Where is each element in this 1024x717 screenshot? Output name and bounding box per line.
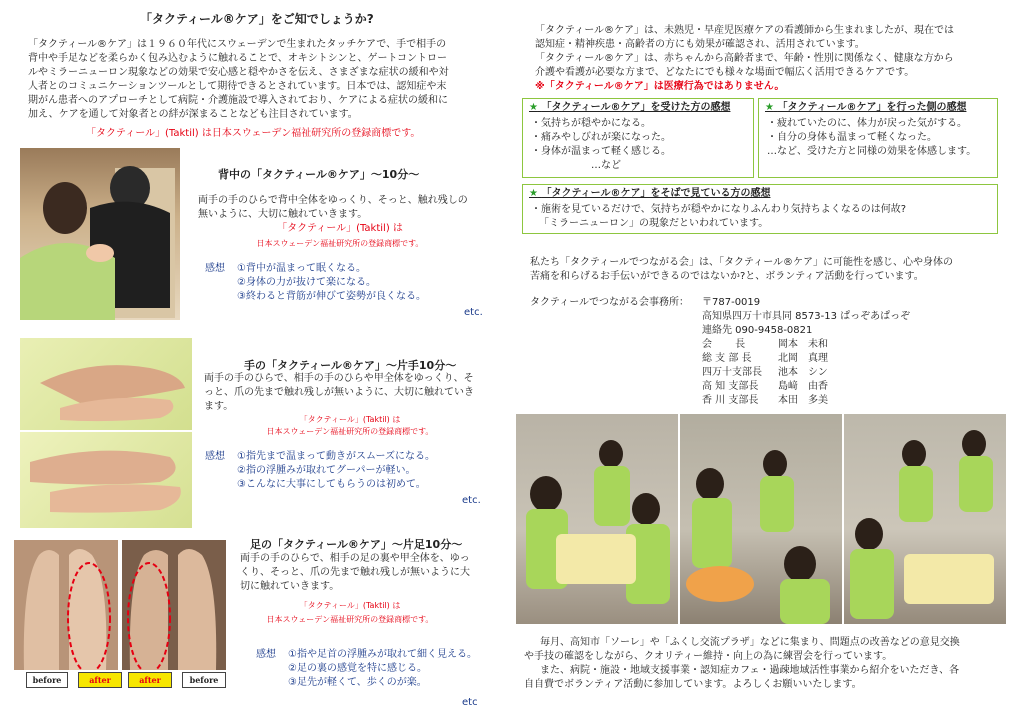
intro-line: ルやミラーニューロン現象などの効果で安心感と穏やかさを伝え、さまざまな症状の緩和や対 [28, 67, 449, 78]
back-impression-label: 感想 [205, 263, 225, 274]
foot-impression-label: 感想 [256, 649, 276, 660]
back-desc-line: 無いように、大切に触れていきます。 [198, 209, 368, 220]
hand-etc: etc. [462, 495, 481, 506]
watched-item: ・施術を見ているだけで、気持ちが穏やかになりふんわり気持ちよくなるのは何故? [531, 204, 907, 215]
activity-paragraph [524, 636, 960, 692]
officer-name: 島﨑 由香 [778, 381, 828, 392]
association-paragraph [530, 256, 953, 284]
officer-name: 池本 シン [778, 367, 828, 378]
officer-role: 会 長 [702, 339, 746, 350]
intro-line: 背中や手足などを柔らかく包み込むように触れることで、オキシトシンと、ゲートコントロー [28, 53, 448, 64]
hand-impression-label: 感想 [205, 451, 225, 462]
officer-row [702, 366, 828, 380]
practice-illustration [844, 414, 1006, 624]
activity-line: や手技の確認をしながら、クオリティー維持・向上の為に練習会を行っています。 [524, 651, 893, 662]
after-label-1: after [78, 672, 122, 688]
foot-desc-line: くり、そっと、爪の先まで触れ残しが無いように大 [240, 567, 470, 578]
intro-line: 加え、ケアを通して対象者との絆が深まることなども注目されています。 [28, 109, 358, 120]
office-line: 連絡先 090-9458-0821 [702, 325, 813, 336]
before-label-1: before [26, 672, 68, 688]
foot-desc-line: 切に触れていきます。 [240, 581, 340, 592]
back-impression: ①背中が温まって眠くなる。 [237, 263, 366, 274]
officer-row [702, 394, 828, 408]
gave-title: 「タクティール®ケア」を行った側の感想 [777, 102, 967, 113]
received-item: ・身体が温まって軽く感じる。 [531, 146, 671, 157]
gave-feedback-box [758, 98, 998, 178]
intro-line: 「タクティール®ケア」は１９６０年代にスウェーデンで生まれたタッチケアで、手で相手の [28, 39, 447, 50]
description-line: 「タクティール®ケア」は、赤ちゃんから高齢者まで、年齢・性別に関係なく、健康な方から [535, 53, 954, 64]
foot-after-photo-2 [122, 540, 226, 670]
office-label: タクティールでつながる会事務所： [530, 297, 689, 308]
watched-feedback-box [522, 184, 998, 234]
received-item: ・痛みやしびれが楽になった。 [531, 132, 671, 143]
star-icon: ★ [529, 188, 538, 199]
star-icon: ★ [529, 102, 538, 113]
hand-desc-line: 両手の手のひらで、相手の手のひらや甲全体をゆっくり、そ [204, 373, 474, 384]
foot-trademark-2: 日本スウェーデン福祉研究所の登録商標です。 [266, 615, 434, 624]
description-line: 「タクティール®ケア」は、未熟児・早産児医療ケアの看護師から生まれましたが、現在では [535, 25, 954, 36]
activity-line: また、病院・施設・地域支援事業・認知症カフェ・過疎地域活性事業から紹介をいただき、各 [540, 665, 960, 676]
officer-name: 岡本 未和 [778, 339, 828, 350]
hand-care-photo-2 [20, 432, 192, 528]
office-address [702, 296, 910, 338]
foot-desc-line: 両手の手のひらで、相手の足の裏や甲全体を、ゆっ [240, 553, 470, 564]
foot-impression: ①指や足首の浮腫みが取れて細く見える。 [288, 649, 477, 660]
hand-desc-line: ます。 [204, 401, 234, 412]
officer-row [702, 338, 828, 352]
association-line: 私たち「タクティールでつながる会」は、「タクティール®ケア」に可能性を感じ、心や身体の [530, 257, 953, 268]
office-line: 高知県四万十市具同 8573-13 ぱっぞあぱっぞ [702, 311, 911, 322]
gave-item: …など、受けた方と同様の効果を体感します。 [767, 146, 977, 157]
back-etc: etc. [464, 307, 483, 318]
foot-impression: ③足先が軽くて、歩くのが楽。 [288, 677, 427, 688]
description-line: 認知症・精神疾患・高齢者の方にも効果が確認され、活用されています。 [535, 39, 865, 50]
hands-illustration [20, 432, 192, 528]
intro-line: 期がん患者へのアプローチとして病院・介護施設で導入されており、ケアによる症状の緩和に [28, 95, 448, 106]
practice-illustration [516, 414, 678, 624]
received-title: 「タクティール®ケア」を受けた方の感想 [541, 102, 731, 113]
hand-impression: ③こんなに大事にしてもらうのは初めて。 [237, 479, 426, 490]
gave-item: ・自分の身体も温まって軽くなった。 [767, 132, 937, 143]
hand-trademark-1: 「タクティール」(Taktil) は [299, 415, 401, 424]
hand-desc-line: っと、爪の先まで触れ残しが無いように、大切に触れていき [204, 387, 474, 398]
back-care-photo [20, 148, 180, 320]
back-desc-line: 両手の手のひらで背中全体をゆっくり、そっと、触れ残しの [198, 195, 468, 206]
practice-photo-2 [680, 414, 842, 624]
officer-role: 高 知 支部長 [702, 381, 759, 392]
watched-title: 「タクティール®ケア」をそばで見ている方の感想 [541, 188, 771, 199]
description-line: 介護や看護が必要な方まで、どなたにでも様々な場面で幅広く活用できるケアです。 [535, 67, 915, 78]
practice-photo-1 [516, 414, 678, 624]
hand-impression: ①指先まで温まって動きがスムーズになる。 [237, 451, 435, 462]
gave-item: ・疲れていたのに、体力が戻った気がする。 [767, 118, 967, 129]
hand-trademark-2: 日本スウェーデン福祉研究所の登録商標です。 [266, 427, 434, 436]
hand-impression: ②指の浮腫みが取れてグーパーが軽い。 [237, 465, 416, 476]
foot-illustration [14, 540, 118, 670]
officer-row [702, 380, 828, 394]
main-title: 「タクティール®ケア」をご知でしょうか? [140, 12, 374, 26]
practice-photo-3 [844, 414, 1006, 624]
officer-role: 香 川 支部長 [702, 395, 759, 406]
back-impression: ②身体の力が抜けて楽になる。 [237, 277, 376, 288]
foot-section-title: 足の「タクティール®ケア」〜片足10分〜 [250, 538, 463, 551]
association-line: 苦痛を和らげるお手伝いができるのではないか?と、ボランティア活動を行っています。 [530, 271, 924, 282]
received-item: …など [591, 160, 621, 171]
activity-line: 自自費でボランティア活動に参加しています。よろしくお願いいたします。 [524, 679, 862, 690]
received-item: ・気持ちが穏やかになる。 [531, 118, 651, 129]
foot-trademark-1: 「タクティール」(Taktil) は [299, 601, 401, 610]
officer-name: 北岡 真理 [778, 353, 828, 364]
hands-illustration [20, 338, 192, 430]
trademark-note: 「タクティール」(Taktil) は日本スウェーデン福祉研究所の登録商標です。 [86, 128, 421, 139]
foot-impression: ②足の裏の感覚を特に感じる。 [288, 663, 427, 674]
officer-row [702, 352, 828, 366]
practice-illustration [680, 414, 842, 624]
foot-illustration [122, 540, 226, 670]
office-line: 〒787-0019 [702, 297, 761, 308]
back-trademark-1: 「タクティール」(Taktil) は [277, 223, 403, 234]
hand-care-photo-1 [20, 338, 192, 430]
officer-list [702, 338, 828, 408]
description-paragraph [535, 24, 954, 80]
watched-item: 「ミラーニューロン」の現象だといわれています。 [539, 218, 769, 229]
hand-section-title: 手の「タクティール®ケア」〜片手10分〜 [244, 359, 457, 372]
back-care-illustration [20, 148, 180, 320]
foot-before-photo-1 [14, 540, 118, 670]
officer-name: 本田 多美 [778, 395, 828, 406]
received-feedback-box [522, 98, 754, 178]
foot-etc: etc [462, 697, 478, 708]
back-trademark-2: 日本スウェーデン福祉研究所の登録商標です。 [256, 239, 424, 248]
intro-paragraph [28, 38, 498, 122]
before-label-2: before [182, 672, 226, 688]
after-label-2: after [128, 672, 172, 688]
star-icon: ★ [765, 102, 774, 113]
medical-disclaimer: ※「タクティール®ケア」は医療行為ではありません。 [535, 81, 785, 92]
officer-role: 総 支 部 長 [702, 353, 752, 364]
back-impression: ③終わると背筋が伸びて姿勢が良くなる。 [237, 291, 426, 302]
officer-role: 四万十支部長 [702, 367, 762, 378]
intro-line: 人者とのコミュニケーションツールとして期待できるとされています。日本では、認知症や末 [28, 81, 447, 92]
back-section-title: 背中の「タクティール®ケア」〜10分〜 [218, 168, 420, 181]
activity-line: 毎月、高知市「ソーレ」や「ふくし交流プラザ」などに集まり、問題点の改善などの意見交換 [540, 637, 960, 648]
